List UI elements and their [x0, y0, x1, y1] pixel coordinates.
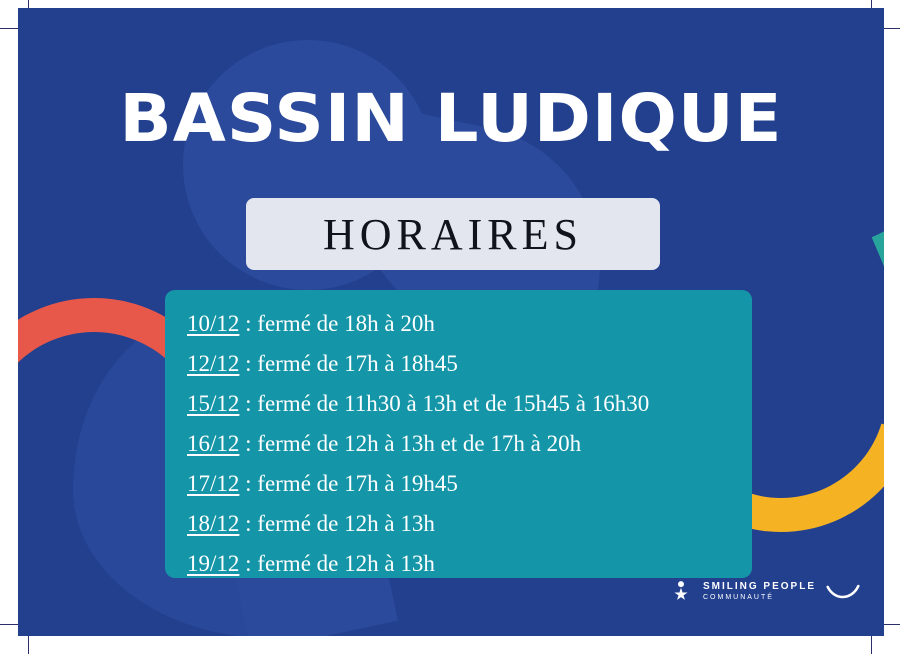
schedule-detail: : fermé de 17h à 18h45 [239, 351, 458, 376]
page-title: BASSIN LUDIQUE [119, 80, 783, 157]
schedule-detail: : fermé de 12h à 13h [239, 511, 435, 536]
schedule-detail: : fermé de 12h à 13h et de 17h à 20h [239, 431, 582, 456]
subtitle-text: HORAIRES [322, 209, 584, 259]
schedule-date: 19/12 [187, 551, 240, 576]
star-person-icon [667, 578, 695, 606]
brand-logo-text [703, 581, 816, 602]
schedule-row [187, 384, 752, 424]
schedule-panel [165, 290, 752, 578]
poster-canvas [18, 8, 884, 636]
schedule-row [187, 424, 752, 464]
schedule-row [187, 504, 752, 544]
schedule-date: 12/12 [187, 351, 240, 376]
brand-name: SMILING PEOPLE [702, 581, 816, 593]
brand-logo [667, 578, 860, 606]
schedule-detail: : fermé de 17h à 19h45 [239, 471, 458, 496]
schedule-date: 15/12 [187, 391, 240, 416]
schedule-date: 16/12 [187, 431, 240, 456]
schedule-date: 18/12 [187, 511, 240, 536]
schedule-row [187, 304, 752, 344]
brand-tagline: COMMUNAUTÉ [702, 593, 774, 601]
schedule-row [187, 464, 752, 504]
schedule-detail: : fermé de 18h à 20h [239, 311, 435, 336]
schedule-detail: : fermé de 11h30 à 13h et de 15h45 à 16h30 [239, 391, 650, 416]
schedule-date: 17/12 [187, 471, 240, 496]
schedule-date: 10/12 [187, 311, 240, 336]
smile-icon [826, 583, 860, 601]
schedule-row [187, 344, 752, 384]
subtitle-banner [246, 198, 660, 270]
schedule-detail: : fermé de 12h à 13h [239, 551, 435, 576]
